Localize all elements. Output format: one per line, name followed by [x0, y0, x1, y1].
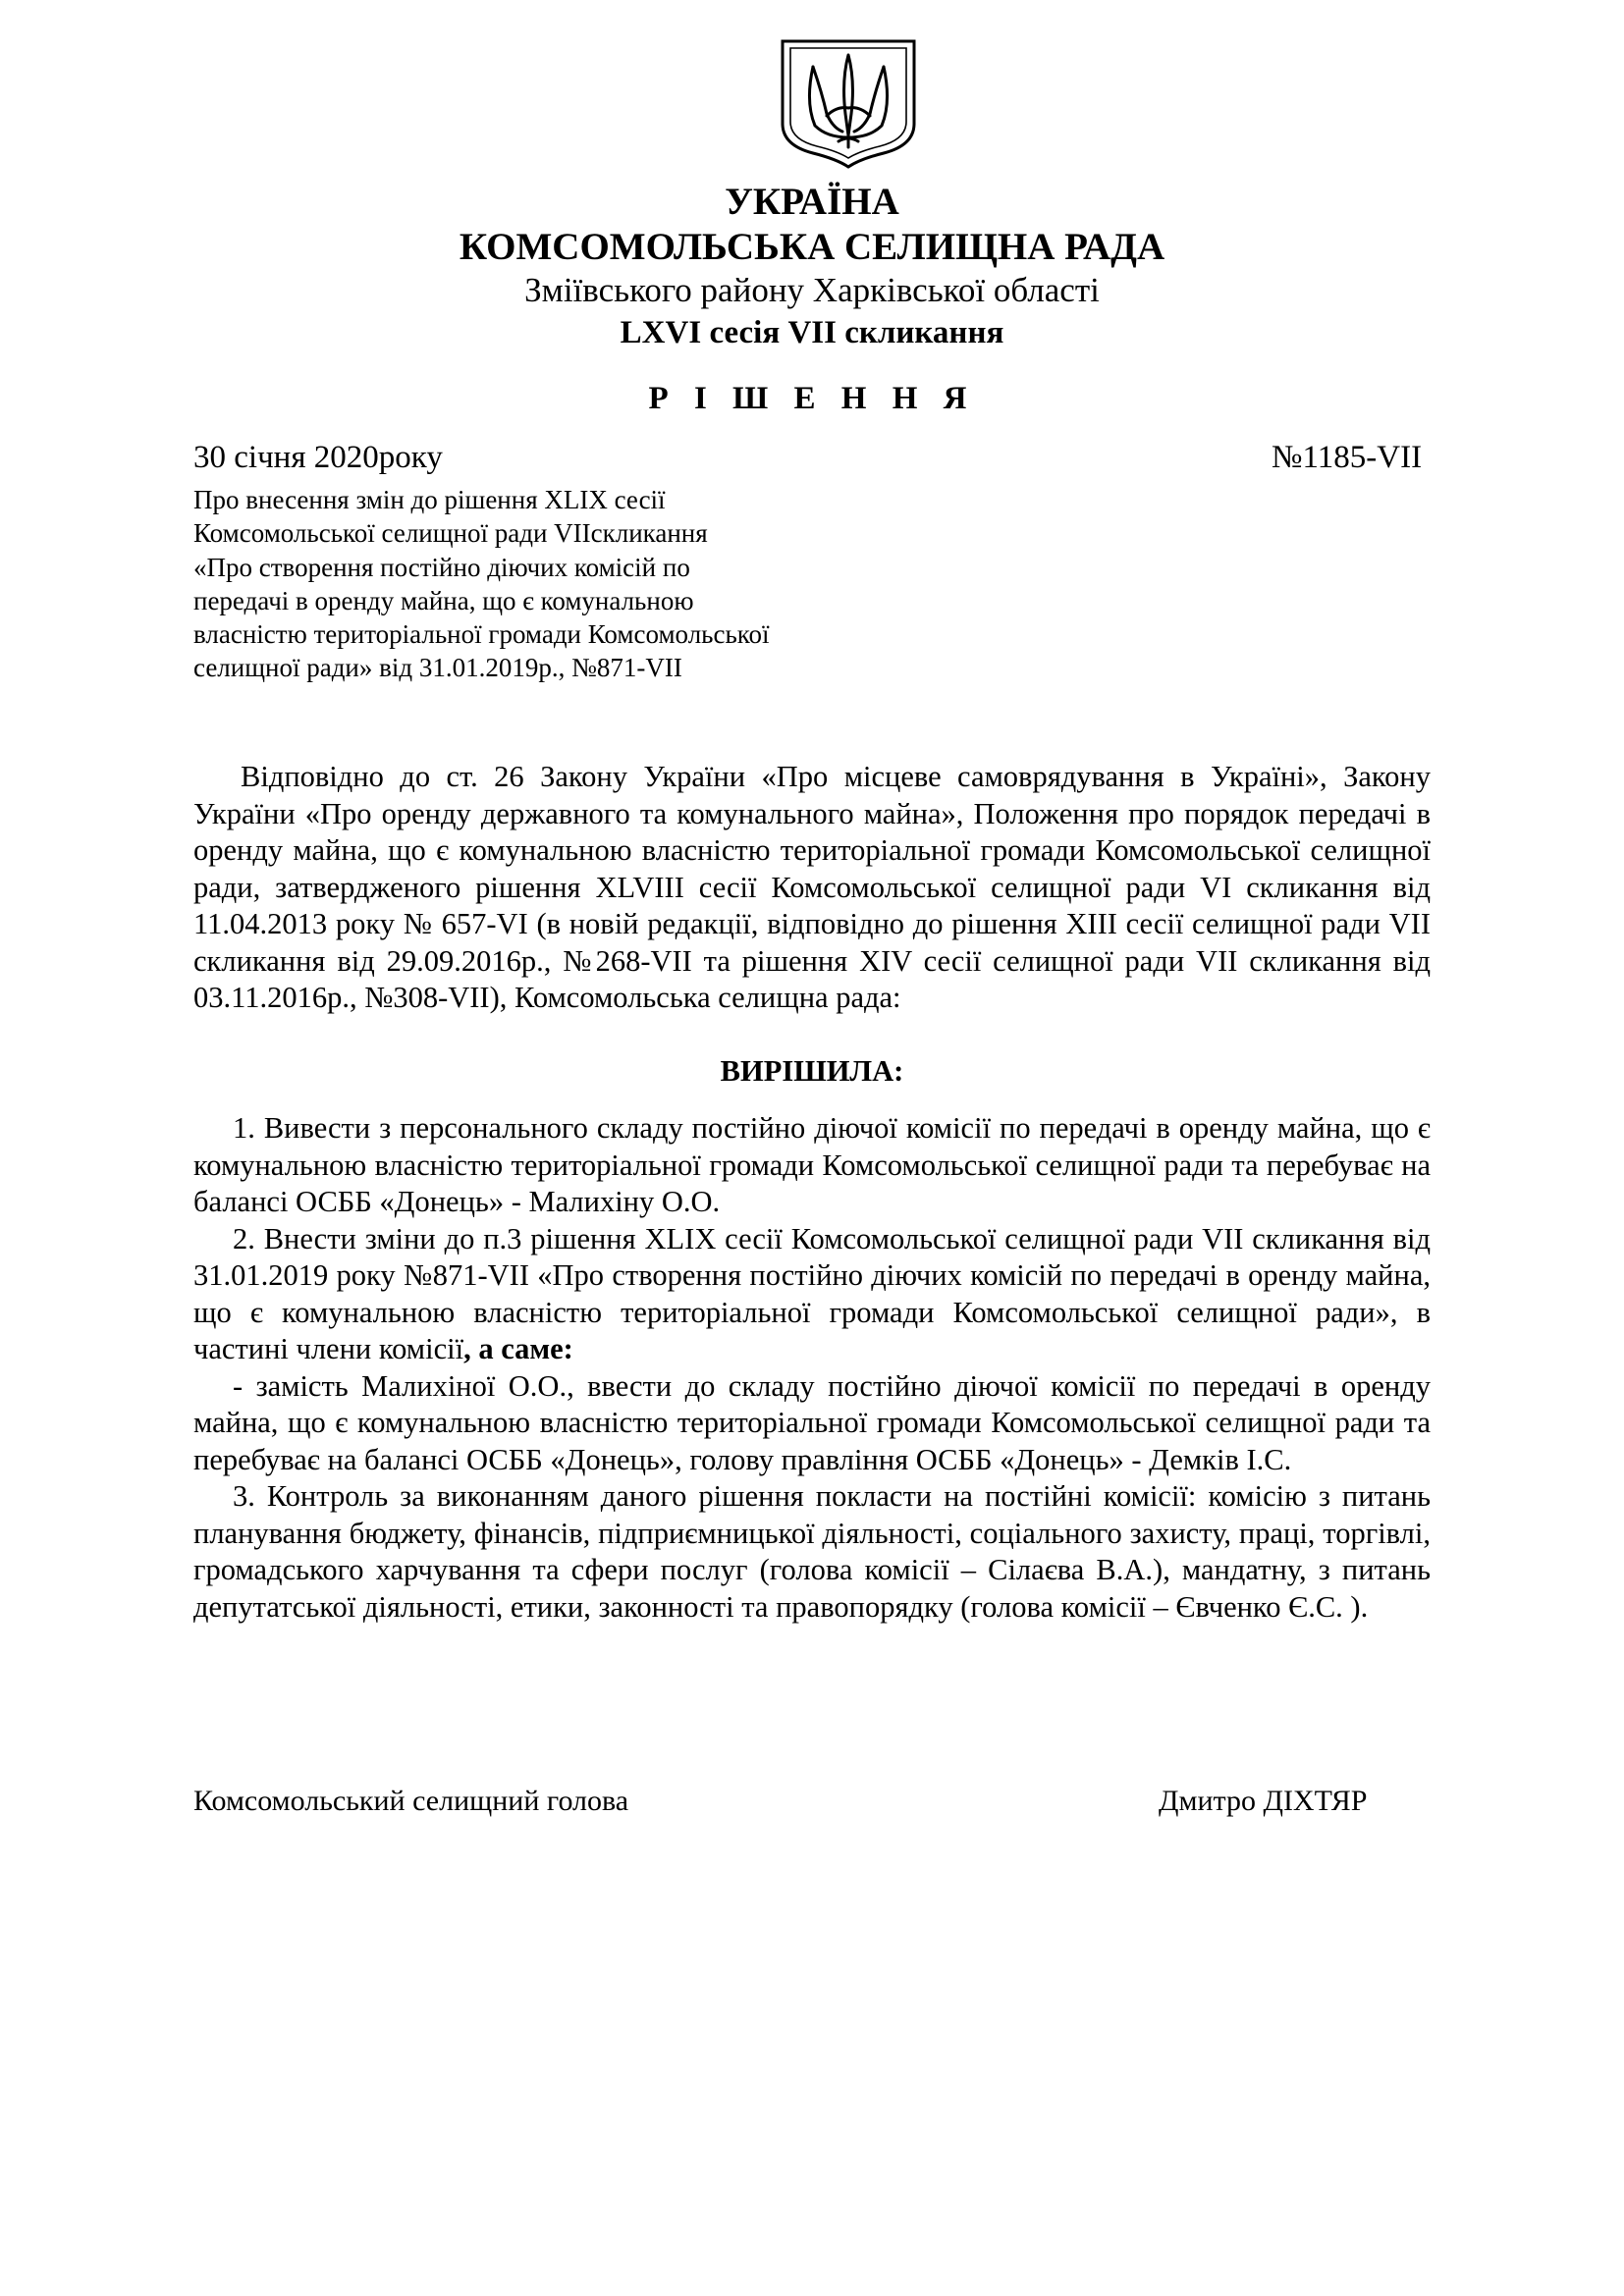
preamble-paragraph: Відповідно до ст. 26 Закону України «Про місцеве самоврядування в Україні», Закону України «Про оренду державного та комунального майна», Положення про порядок передачі в оренду майна, що є комунальною власністю територіальної громади Комсомольської селищної ради, затвердженого рішення XLVIII сесії Комсомольської селищної ради VI скликання від 11.04.2013 року № 657-VI (в новій редакції, відповідно до рішення XIII сесії селищної ради VII скликання від 29.09.2016р., №268-VII та рішення XIV сесії селищної ради VII скликання від 03.11.2016р., №308-VII), Комсомольська селищна рада: [193, 760, 1431, 1014]
subject-line: селищної ради» від 31.01.2019р., №871-VII [193, 653, 682, 683]
header-council: КОМСОМОЛЬСЬКА СЕЛИЩНА РАДА [459, 226, 1165, 268]
subject-line: власністю територіальної громади Комсомольської [193, 619, 770, 650]
decision-item-3: 3. Контроль за виконанням даного рішення покласти на постійні комісії: комісію з питань планування бюджету, фінансів, підприємницької діяльності, соціального захисту, праці, торгівлі, громадського харчування та сфери послуг (голова комісії – Сілаєва В.А.), мандатну, з питань депутатської діяльності, етики, законності та правопорядку (голова комісії – Євченко Є.С. ). [193, 1479, 1431, 1624]
decision-item-2-text: 2. Внести зміни до п.3 рішення XLIX сесії Комсомольської селищної ради VII скликання від 31.01.2019 року №871-VII «Про створення постійно діючих комісій по передачі в оренду майна, що є комунальною власністю територіальної громади Комсомольської селищної ради», в частині члени комісії [193, 1221, 1431, 1365]
decision-items [193, 1110, 1431, 1626]
decision-date: 30 січня 2020року [193, 440, 443, 475]
subject-line: Про внесення змін до рішення XLIX сесії [193, 485, 666, 514]
decided-block [193, 1053, 1431, 1091]
signature-name: Дмитро ДІХТЯР [1159, 1785, 1368, 1817]
decision-subject [193, 483, 900, 685]
decision-number: №1185-VII [1272, 440, 1423, 475]
decision-item-2 [193, 1221, 1431, 1368]
decision-item-1: 1. Вивести з персонального складу постійно діючої комісії по передачі в оренду майна, що є комунальною власністю територіальної громади Комсомольської селищної ради та перебуває на балансі ОСББ «Донець» - Малихіну О.О. [193, 1111, 1431, 1218]
decision-item-2-sub: - замість Малихіної О.О., ввести до складу постійно діючої комісії по передачі в оренду майна, що є комунальною власністю територіальної громади Комсомольської селищної ради та перебуває на балансі ОСББ «Донець», голову правління ОСББ «Донець» - Демків І.С. [193, 1368, 1431, 1476]
subject-line: «Про створення постійно діючих комісій по [193, 552, 690, 582]
preamble-block [193, 759, 1431, 1017]
header-session: LXVI сесія VII скликання [620, 315, 1004, 350]
header-country: УКРАЇНА [725, 181, 899, 223]
header-district: Зміївського району Харківської області [524, 271, 1100, 309]
coat-of-arms-icon [776, 37, 921, 169]
subject-line: Комсомольської селищної ради VIIскликання [193, 518, 708, 549]
decided-heading: ВИРІШИЛА: [720, 1054, 904, 1088]
decision-item-2-bold: , а саме: [463, 1332, 573, 1365]
signature-position: Комсомольський селищний голова [193, 1785, 629, 1817]
document-type-title: Р І Ш Е Н Н Я [648, 381, 976, 416]
subject-line: передачі в оренду майна, що є комунальною [193, 585, 694, 615]
